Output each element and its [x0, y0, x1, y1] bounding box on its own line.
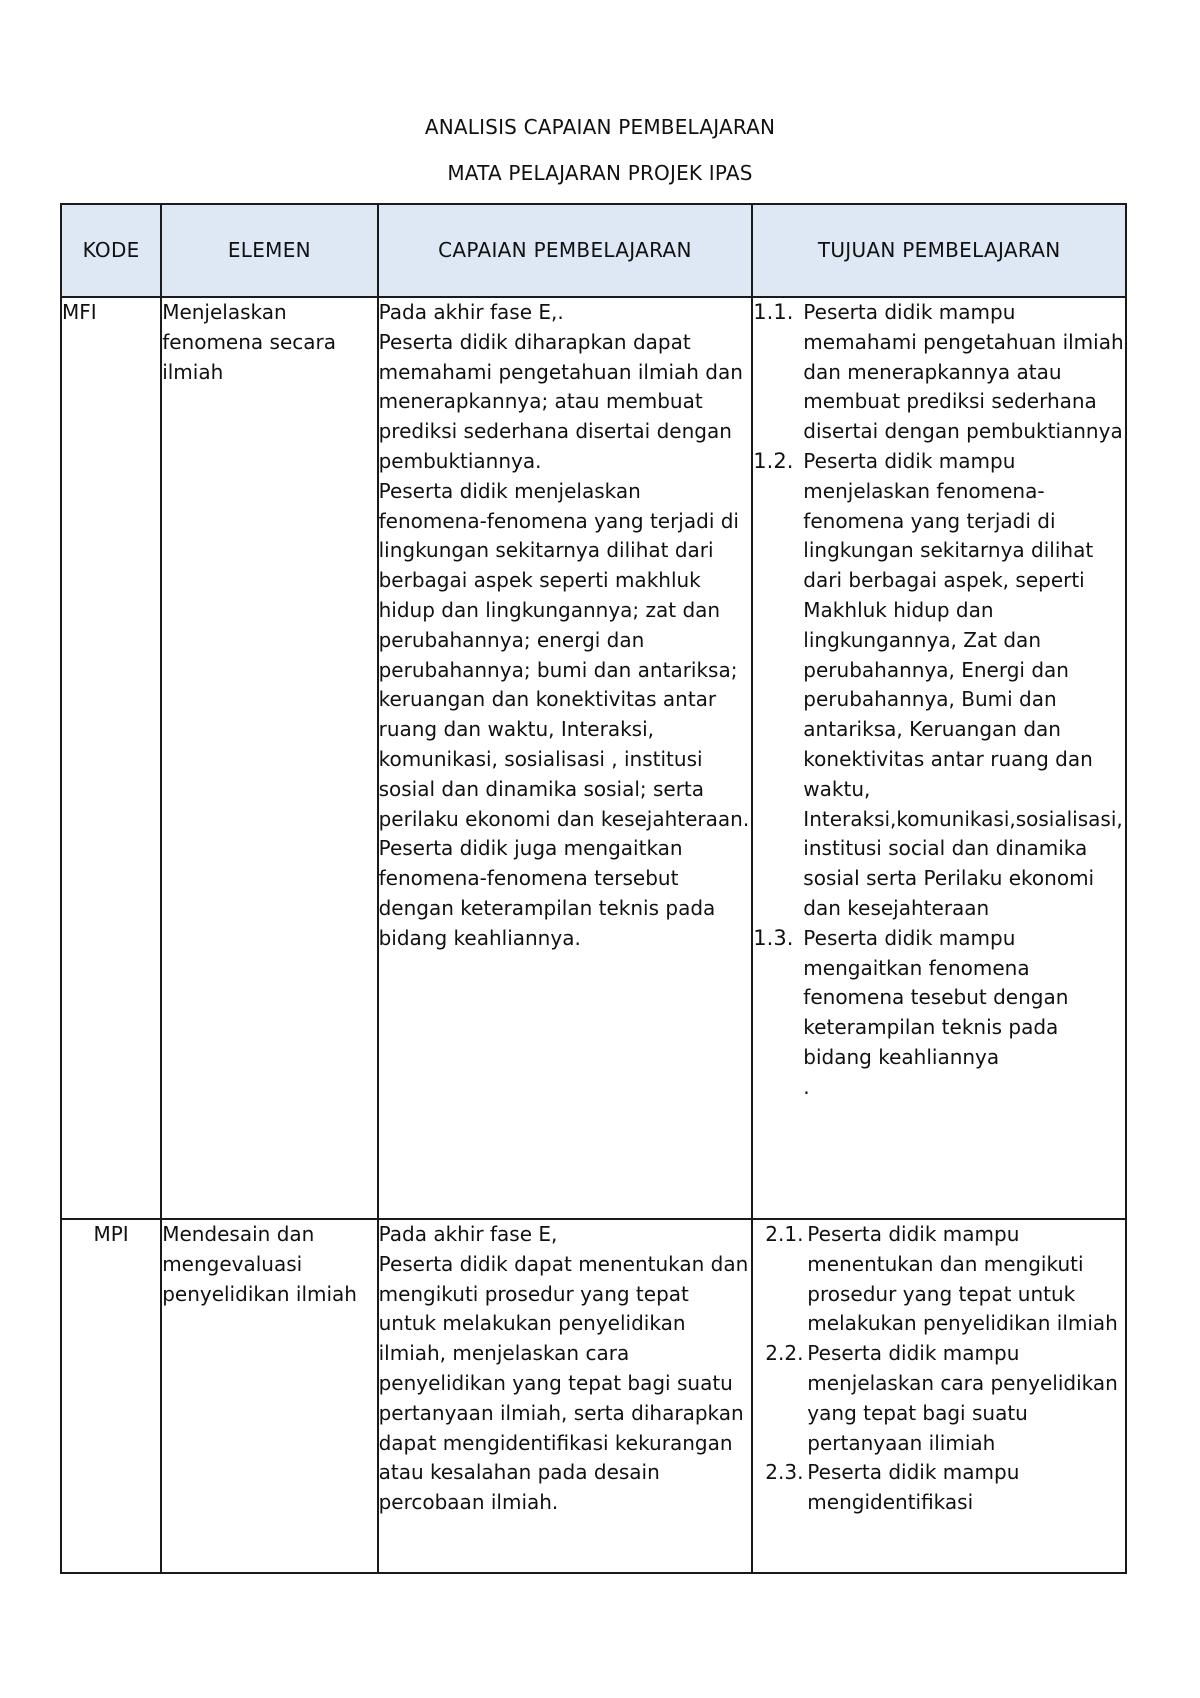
capaian-paragraph: Pada akhir fase E,. [378, 300, 564, 324]
tujuan-trailer: . [803, 1074, 810, 1099]
header-kode: KODE [61, 204, 161, 297]
table-row [61, 297, 1126, 1219]
tujuan-text: Peserta didik mampu mengidentifikasi [807, 1460, 1020, 1515]
tujuan-number: 2.2. [765, 1341, 804, 1366]
cell-capaian [378, 1219, 753, 1573]
capaian-paragraph: Peserta didik diharapkan dapat memahami pengetahuan ilmiah dan menerapkannya; atau membuat prediksi sederhana disertai dengan pembuktiannya. [378, 329, 743, 473]
tujuan-item [753, 1220, 1125, 1339]
tujuan-item [753, 447, 1125, 924]
tujuan-number: 1.1. [753, 300, 794, 324]
cell-kode: MFI [61, 297, 161, 1219]
tujuan-text: Peserta didik mampu menjelaskan cara penyelidikan yang tepat bagi suatu pertanyaan ilimiah [807, 1341, 1118, 1455]
learning-outcomes-table [60, 203, 1127, 1574]
tujuan-item [753, 298, 1125, 447]
header-capaian: CAPAIAN PEMBELAJARAN [378, 204, 753, 297]
header-elemen: ELEMEN [161, 204, 377, 297]
cell-tujuan [752, 297, 1126, 1219]
tujuan-item [753, 924, 1125, 1073]
table-header-row [61, 204, 1126, 297]
tujuan-text: Peserta didik mampu menjelaskan fenomena-fenomena yang terjadi di lingkungan sekitarnya dilihat dari berbagai aspek, seperti Makhluk hidup dan lingkungannya, Zat dan perubahannya, Energi dan perubahannya, Bumi dan antariksa, Keruangan dan konektivitas antar ruang dan waktu, Interaksi,komunikasi,sosialisasi, institusi social dan dinamika sosial serta Perilaku ekonomi dan kesejahteraan [803, 448, 1123, 920]
capaian-paragraph: Peserta didik menjelaskan fenomena-fenomena yang terjadi di lingkungan sekitarnya dilihat dari berbagai aspek seperti makhluk hidup dan lingkungannya; zat dan perubahannya; energi dan perubahannya; bumi dan antariksa; keruangan dan konektivitas antar ruang dan waktu, Interaksi, komunikasi, sosialisasi , institusi sosial dan dinamika sosial; serta perilaku ekonomi dan kesejahteraan. [378, 478, 750, 831]
tujuan-number: 1.3. [753, 925, 794, 950]
cell-tujuan [752, 1219, 1126, 1573]
table-row [61, 1219, 1126, 1573]
capaian-paragraph: Peserta didik dapat menentukan dan mengikuti prosedur yang tepat untuk melakukan penyelidikan ilmiah, menjelaskan cara penyelidikan yang tepat bagi suatu pertanyaan ilmiah, serta diharapkan dapat mengidentifikasi kekurangan atau kesalahan pada desain percobaan ilmiah. [378, 1251, 749, 1515]
tujuan-item [753, 1458, 1125, 1518]
tujuan-text: Peserta didik mampu memahami pengetahuan ilmiah dan menerapkannya atau membuat prediksi sederhana disertai dengan pembuktiannya [803, 300, 1124, 444]
cell-kode: MPI [61, 1219, 161, 1573]
document-subtitle: MATA PELAJARAN PROJEK IPAS [447, 161, 753, 185]
header-tujuan: TUJUAN PEMBELAJARAN [752, 204, 1126, 297]
tujuan-text: Peserta didik mampu menentukan dan mengikuti prosedur yang tepat untuk melakukan penyelidikan ilmiah [807, 1222, 1118, 1336]
tujuan-number: 2.3. [765, 1460, 804, 1485]
tujuan-text: Peserta didik mampu mengaitkan fenomena fenomena tesebut dengan keterampilan teknis pada bidang keahliannya [803, 925, 1069, 1069]
capaian-paragraph: Peserta didik juga mengaitkan fenomena-fenomena tersebut dengan keterampilan teknis pada bidang keahliannya. [378, 836, 716, 950]
tujuan-number: 1.2. [753, 448, 794, 473]
tujuan-item [753, 1339, 1125, 1458]
capaian-paragraph: Pada akhir fase E, [378, 1222, 558, 1246]
cell-elemen: Menjelaskan fenomena secara ilmiah [161, 297, 377, 1219]
tujuan-number: 2.1. [765, 1222, 804, 1246]
document-title: ANALISIS CAPAIAN PEMBELAJARAN [424, 115, 776, 139]
cell-elemen: Mendesain dan mengevaluasi penyelidikan ilmiah [161, 1219, 377, 1573]
cell-capaian [378, 297, 753, 1219]
